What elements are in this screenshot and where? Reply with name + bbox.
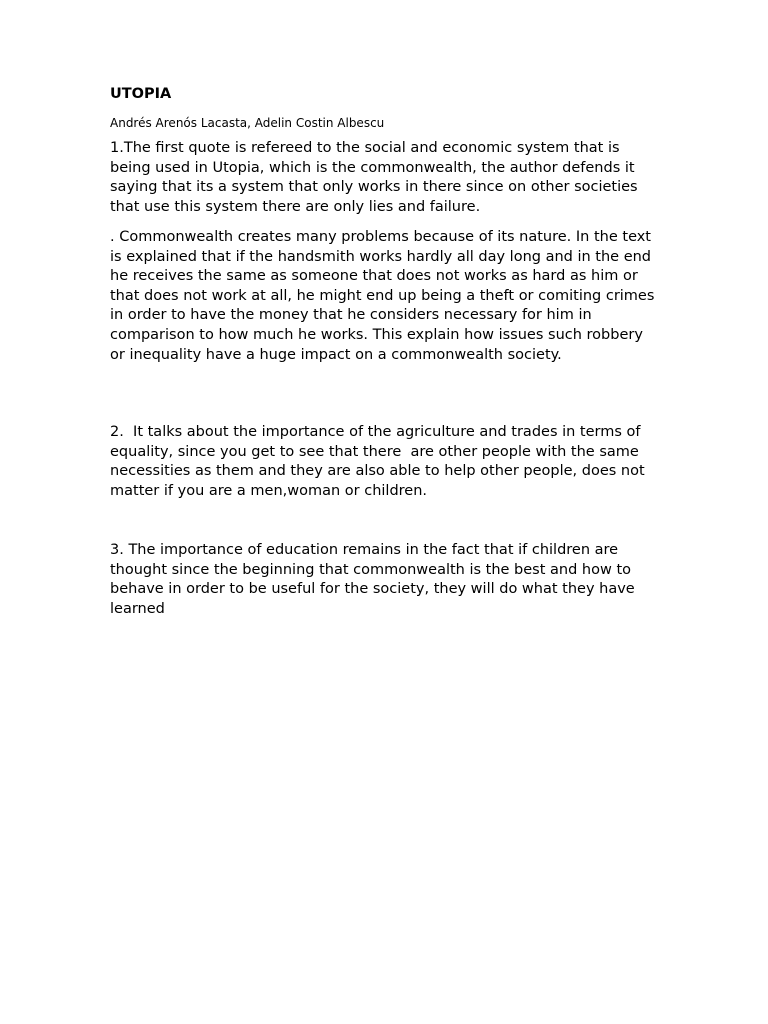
paragraph-1: 1.The first quote is refereed to the social and economic system that is being used in Utopia, which is the commonwealth, the author defends it saying that its a system that only works in there since on other societies that use this system there are only lies and failure.	[110, 140, 643, 215]
document-authors: Andrés Arenós Lacasta, Adelin Costin Albescu	[110, 116, 385, 130]
paragraph-4: 3. The importance of education remains in the fact that if children are thought since the beginning that commonwealth is the best and how to behave in order to be useful for the society, they will do what they have learned	[110, 542, 640, 617]
paragraph-3: 2. It talks about the importance of the agriculture and trades in terms of equality, since you get to see that there are other people with the same necessities as them and they are also able to help other people, does not matter if you are a men,woman or children.	[110, 424, 650, 499]
paragraph-2: . Commonwealth creates many problems because of its nature. In the text is explained that if the handsmith works hardly all day long and in the end he receives the same as someone that does not works as hard as him or that does not work at all, he might end up being a theft or comiting crimes in order to have the money that he considers necessary for him in comparison to how much he works. This explain how issues such robbery or inequality have a huge impact on a commonwealth society.	[110, 229, 660, 363]
document-title: UTOPIA	[110, 86, 172, 102]
